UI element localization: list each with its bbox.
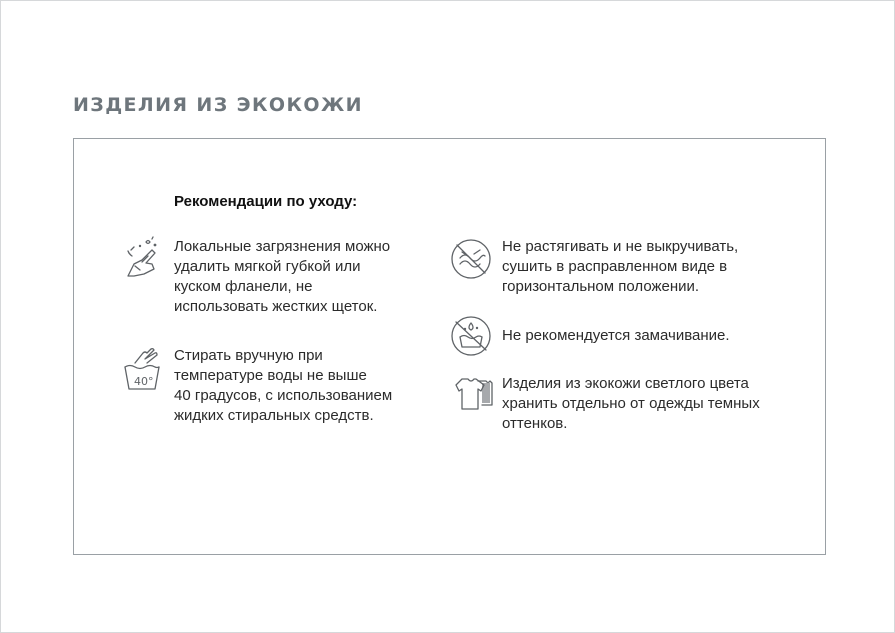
care-text-no-wring: Не растягивать и не выкручивать, сушить в расправленном виде в горизонтальном положении. — [502, 238, 739, 295]
wash-temperature-label: 40° — [134, 375, 154, 388]
sponge-wipe-icon — [122, 236, 162, 280]
care-text-separate: Изделия из экокожи светлого цвета хранить отдельно от одежды темных оттенков. — [502, 375, 760, 432]
care-text-no-soak: Не рекомендуется замачивание. — [502, 327, 730, 344]
hand-wash-40-icon — [121, 345, 165, 391]
separate-dark-clothes-icon — [452, 375, 494, 413]
care-title: Рекомендации по уходу: — [174, 193, 358, 210]
care-text-sponge: Локальные загрязнения можно удалить мягкой губкой или куском фланели, не использовать жестких щеток. — [174, 238, 391, 315]
care-text-hand-wash: Стирать вручную при температуре воды не выше 40 градусов, с использованием жидких стиральных средств. — [174, 347, 393, 424]
do-not-soak-icon — [450, 315, 492, 357]
page-heading: ИЗДЕЛИЯ ИЗ ЭКОКОЖИ — [73, 94, 363, 116]
do-not-wring-icon — [450, 238, 492, 280]
